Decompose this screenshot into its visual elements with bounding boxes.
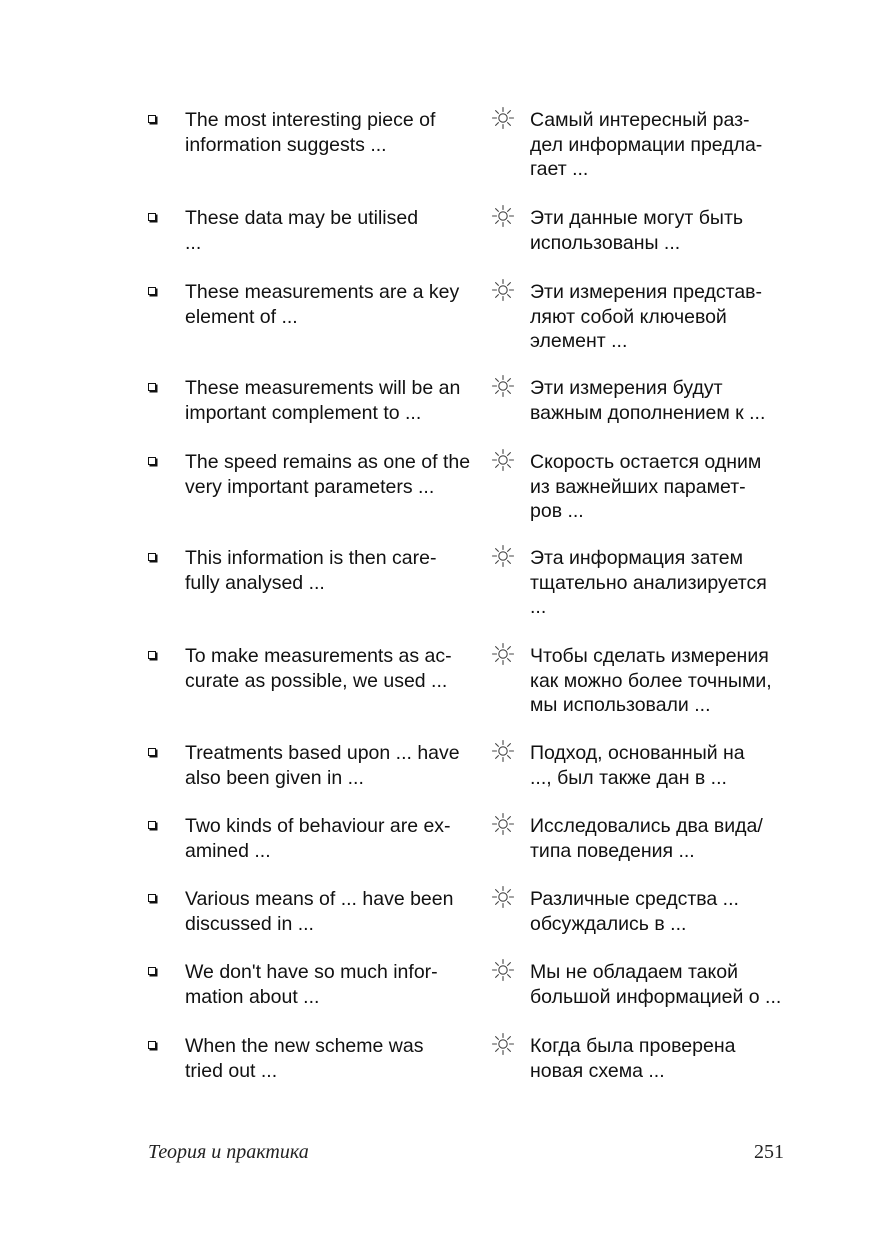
english-phrase: This information is then care- fully analysed ... bbox=[185, 547, 437, 594]
sun-icon bbox=[491, 1032, 515, 1056]
russian-phrase: Мы не обладаем такой большой информацией о ... bbox=[530, 961, 782, 1008]
russian-phrase: Исследовались два вида/ типа поведения ... bbox=[530, 815, 763, 862]
checkbox-bullet-icon bbox=[148, 553, 156, 561]
russian-phrase: Эта информация затем тщательно анализируется ... bbox=[530, 547, 767, 618]
russian-phrase: Чтобы сделать измерения как можно более точными, мы использовали ... bbox=[530, 645, 772, 716]
sun-icon bbox=[491, 278, 515, 302]
sun-icon bbox=[491, 544, 515, 568]
english-phrase: To make measurements as ac- curate as possible, we used ... bbox=[185, 645, 452, 692]
english-phrase: We don't have so much infor- mation about ... bbox=[185, 961, 438, 1008]
russian-phrase: Самый интересный раз- дел информации предла- гает ... bbox=[530, 109, 763, 180]
english-phrase: These data may be utilised ... bbox=[185, 207, 419, 254]
russian-phrase: Эти измерения представ- ляют собой ключевой элемент ... bbox=[530, 281, 763, 352]
checkbox-bullet-icon bbox=[148, 821, 156, 829]
english-phrase: Two kinds of behaviour are ex- amined ... bbox=[185, 815, 451, 862]
checkbox-bullet-icon bbox=[148, 651, 156, 659]
sun-icon bbox=[491, 642, 515, 666]
checkbox-bullet-icon bbox=[148, 967, 156, 975]
russian-phrase: Эти измерения будут важным дополнением к ... bbox=[530, 377, 766, 424]
sun-icon bbox=[491, 204, 515, 228]
checkbox-bullet-icon bbox=[148, 457, 156, 465]
russian-phrase: Когда была проверена новая схема ... bbox=[530, 1035, 736, 1082]
russian-phrase: Различные средства ... обсуждались в ... bbox=[530, 888, 739, 935]
russian-phrase: Подход, основанный на ..., был также дан в ... bbox=[530, 742, 745, 789]
sun-icon bbox=[491, 374, 515, 398]
checkbox-bullet-icon bbox=[148, 213, 156, 221]
russian-phrase: Скорость остается одним из важнейших парамет- ров ... bbox=[530, 451, 762, 522]
sun-icon bbox=[491, 739, 515, 763]
sun-icon bbox=[491, 885, 515, 909]
sun-icon bbox=[491, 958, 515, 982]
checkbox-bullet-icon bbox=[148, 894, 156, 902]
checkbox-bullet-icon bbox=[148, 383, 156, 391]
english-phrase: When the new scheme was tried out ... bbox=[185, 1035, 424, 1082]
english-phrase: These measurements will be an important complement to ... bbox=[185, 377, 461, 424]
russian-phrase: Эти данные могут быть использованы ... bbox=[530, 207, 744, 254]
english-phrase: Treatments based upon ... have also been given in ... bbox=[185, 742, 460, 789]
page-number: 251 bbox=[754, 1141, 784, 1163]
checkbox-bullet-icon bbox=[148, 287, 156, 295]
sun-icon bbox=[491, 812, 515, 836]
checkbox-bullet-icon bbox=[148, 1041, 156, 1049]
sun-icon bbox=[491, 106, 515, 130]
checkbox-bullet-icon bbox=[148, 748, 156, 756]
sun-icon bbox=[491, 448, 515, 472]
checkbox-bullet-icon bbox=[148, 115, 156, 123]
english-phrase: Various means of ... have been discussed in ... bbox=[185, 888, 454, 935]
english-phrase: The most interesting piece of information suggests ... bbox=[185, 109, 436, 156]
english-phrase: These measurements are a key element of ... bbox=[185, 281, 460, 328]
english-phrase: The speed remains as one of the very important parameters ... bbox=[185, 451, 471, 498]
footer-book-title: Теория и практика bbox=[148, 1141, 309, 1163]
